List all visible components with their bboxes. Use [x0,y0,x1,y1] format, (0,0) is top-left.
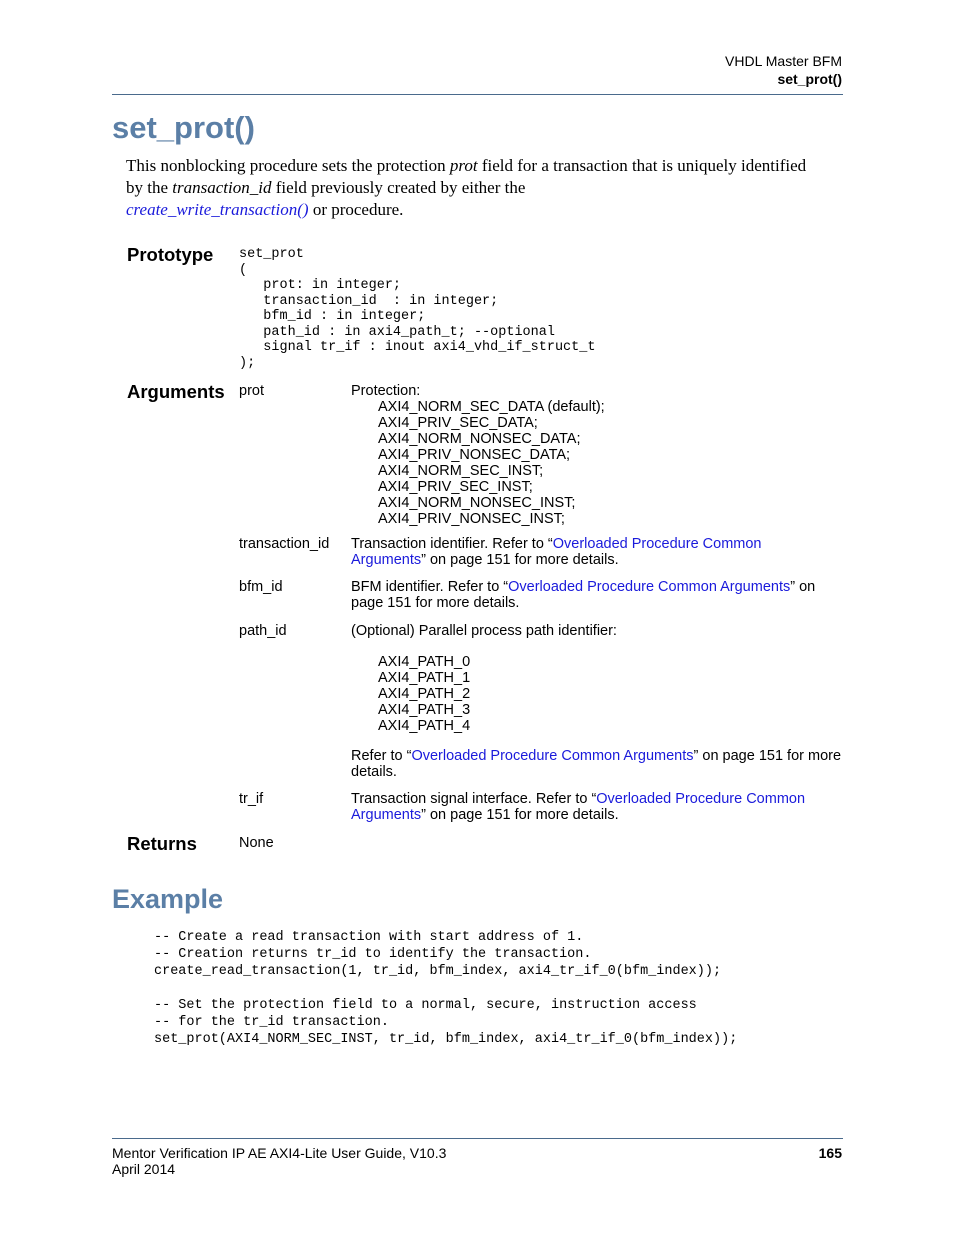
overloaded-args-link[interactable]: Overloaded Procedure Common Arguments [411,748,694,764]
path-id-refer-text [351,748,846,780]
header-section: VHDL Master BFM [725,53,842,69]
bfm-id-desc-post: ” on page 151 for more details. [351,579,816,611]
arg-name-tr-if: tr_if [239,791,264,807]
example-code: -- Create a read transaction with start address of 1. -- Creation returns tr_id to identify the transaction. create_read_transaction(1, tr_id, bfm_index, axi4_tr_if_0(bfm_index)); -- Set the protection field to a normal, secure, instruction access -- for the tr_id transaction. set_prot(AXI4_NORM_SEC_INST, tr_id, bfm_index, axi4_tr_if_0(bfm_index)); [154,930,738,1047]
arg-desc-path-id [351,623,846,734]
prototype-code: set_prot ( prot: in integer; transaction_id : in integer; bfm_id : in integer; path_id : in axi4_path_t; --optional signal tr_if : inout axi4_vhd_if_struct_t ); [239,247,596,371]
tr-if-desc-post: ” on page 151 for more details. [421,807,619,823]
overloaded-args-link[interactable]: Overloaded Procedure Common Arguments [351,536,762,568]
intro-text-3: field previously created by either the [271,178,526,197]
transaction-id-desc-pre: Transaction identifier. Refer to “ [351,536,553,552]
path-id-value-list [351,654,846,734]
example-heading: Example [112,884,224,914]
arg-desc-transaction-id [351,536,821,568]
returns-value: None [239,835,274,851]
prot-value: AXI4_NORM_SEC_INST; [378,463,544,479]
prot-value: AXI4_PRIV_SEC_INST; [378,479,533,495]
transaction-id-desc-post: ” on page 151 for more details. [421,552,619,568]
path-id-value: AXI4_PATH_2 [378,686,471,702]
prot-desc-text: Protection: [351,383,421,399]
header-subsection: set_prot() [777,71,842,87]
overloaded-args-link[interactable]: Overloaded Procedure Common Arguments [508,579,791,595]
intro-transaction-id-term: transaction_id [172,178,272,197]
footer-date: April 2014 [112,1161,176,1177]
path-id-refer-post: ” on page 151 for more details. [351,748,842,780]
page-title: set_prot() [112,110,255,145]
prototype-label: Prototype [127,244,214,265]
intro-paragraph [126,155,826,221]
arg-desc-prot [351,383,846,527]
intro-text-1: This nonblocking procedure sets the protection [126,156,450,175]
running-header [725,52,842,88]
arg-name-prot: prot [239,383,264,399]
path-id-refer-pre: Refer to “ [351,748,412,764]
path-id-value: AXI4_PATH_1 [378,670,471,686]
tr-if-desc-pre: Transaction signal interface. Refer to “ [351,791,597,807]
prot-value-list [351,399,846,527]
arg-name-bfm-id: bfm_id [239,579,283,595]
arg-desc-tr-if [351,791,846,823]
header-rule [112,94,843,95]
bfm-id-desc-pre: BFM identifier. Refer to “ [351,579,509,595]
prot-value: AXI4_NORM_NONSEC_DATA; [378,431,581,447]
arguments-label: Arguments [127,381,225,402]
create-write-transaction-link[interactable]: create_write_transaction() [126,200,309,219]
path-id-value: AXI4_PATH_3 [378,702,471,718]
page-number: 165 [818,1145,842,1161]
footer-left [112,1145,446,1177]
footer-guide-title: Mentor Verification IP AE AXI4-Lite User Guide, V10.3 [112,1145,447,1161]
prot-value: AXI4_PRIV_SEC_DATA; [378,415,538,431]
path-id-value: AXI4_PATH_4 [378,718,471,734]
arg-name-transaction-id: transaction_id [239,536,330,552]
prot-value: AXI4_PRIV_NONSEC_DATA; [378,447,571,463]
intro-prot-term: prot [449,156,478,175]
overloaded-args-link[interactable]: Overloaded Procedure Common Arguments [351,791,806,823]
arg-desc-bfm-id [351,579,846,611]
path-id-desc-text: (Optional) Parallel process path identifier: [351,623,617,639]
intro-text-4: or procedure. [308,200,404,219]
path-id-value: AXI4_PATH_0 [378,654,471,670]
prot-value: AXI4_NORM_NONSEC_INST; [378,495,576,511]
intro-text-2: field for a transaction that is uniquely identified by the [126,156,807,197]
prot-value: AXI4_PRIV_NONSEC_INST; [378,511,565,527]
returns-label: Returns [127,833,197,854]
prot-value: AXI4_NORM_SEC_DATA (default); [378,399,605,415]
arg-name-path-id: path_id [239,623,287,639]
footer-rule [112,1138,843,1139]
